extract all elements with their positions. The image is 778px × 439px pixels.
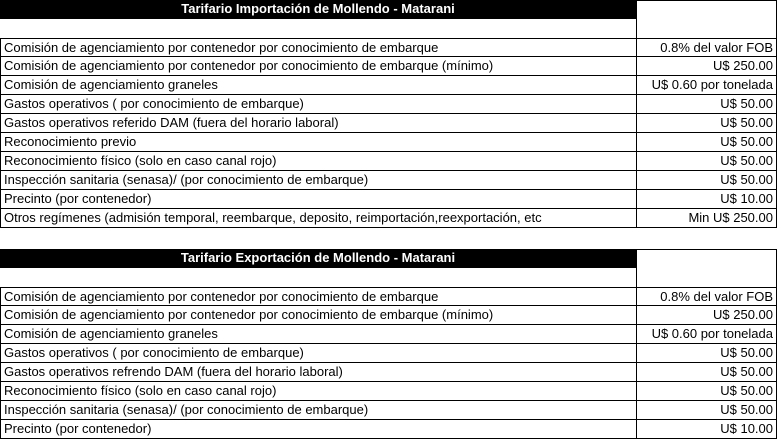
fee-label[interactable]: Comisión de agenciamiento por contenedor por conocimiento de embarque (mínimo) [0, 57, 636, 76]
table-row [0, 152, 778, 171]
fee-label[interactable]: Inspección sanitaria (senasa)/ (por conocimiento de embarque) [0, 171, 636, 190]
fee-value[interactable]: U$ 50.00 [636, 171, 777, 190]
table-row [0, 420, 778, 439]
export-title-empty-cell[interactable] [636, 249, 777, 268]
table-row [0, 190, 778, 209]
export-title[interactable]: Tarifario Exportación de Mollendo - Matarani [0, 249, 636, 268]
blank-cell[interactable] [0, 268, 636, 287]
table-row [0, 133, 778, 152]
fee-label[interactable]: Comisión de agenciamiento por contenedor por conocimiento de embarque (mínimo) [0, 306, 636, 325]
fee-value[interactable]: U$ 10.00 [636, 190, 777, 209]
table-row [0, 171, 778, 190]
fee-label[interactable]: Reconocimiento físico (solo en caso canal rojo) [0, 382, 636, 401]
section-gap [0, 228, 778, 249]
fee-label[interactable]: Reconocimiento previo [0, 133, 636, 152]
table-row [0, 95, 778, 114]
fee-value[interactable]: 0.8% del valor FOB [636, 38, 777, 57]
fee-value[interactable]: U$ 250.00 [636, 57, 777, 76]
table-row [0, 209, 778, 228]
fee-label[interactable]: Otros regímenes (admisión temporal, reembarque, deposito, reimportación,reexportación, etc [0, 209, 636, 228]
export-table [0, 287, 778, 439]
fee-label[interactable]: Gastos operativos ( por conocimiento de embarque) [0, 344, 636, 363]
import-blank-row [0, 19, 778, 38]
fee-label[interactable]: Gastos operativos referido DAM (fuera del horario laboral) [0, 114, 636, 133]
import-title-empty-cell[interactable] [636, 0, 777, 19]
fee-value[interactable]: Min U$ 250.00 [636, 209, 777, 228]
table-row [0, 344, 778, 363]
fee-value[interactable]: U$ 50.00 [636, 382, 777, 401]
table-row [0, 325, 778, 344]
fee-label[interactable]: Precinto (por contenedor) [0, 190, 636, 209]
fee-label[interactable]: Comisión de agenciamiento por contenedor por conocimiento de embarque [0, 38, 636, 57]
table-row [0, 38, 778, 57]
fee-value[interactable]: U$ 50.00 [636, 95, 777, 114]
fee-label[interactable]: Precinto (por contenedor) [0, 420, 636, 439]
blank-cell[interactable] [0, 19, 636, 38]
table-row [0, 114, 778, 133]
table-row [0, 401, 778, 420]
fee-label[interactable]: Comisión de agenciamiento por contenedor por conocimiento de embarque [0, 287, 636, 306]
export-blank-row [0, 268, 778, 287]
table-row [0, 382, 778, 401]
fee-value[interactable]: U$ 50.00 [636, 401, 777, 420]
fee-value[interactable]: U$ 0.60 por tonelada [636, 76, 777, 95]
fee-value[interactable]: U$ 50.00 [636, 344, 777, 363]
table-row [0, 363, 778, 382]
fee-label[interactable]: Gastos operativos refrendo DAM (fuera del horario laboral) [0, 363, 636, 382]
fee-value[interactable]: U$ 50.00 [636, 133, 777, 152]
fee-label[interactable]: Comisión de agenciamiento graneles [0, 76, 636, 95]
fee-value[interactable]: U$ 250.00 [636, 306, 777, 325]
fee-value[interactable]: U$ 50.00 [636, 114, 777, 133]
table-row [0, 306, 778, 325]
fee-value[interactable]: U$ 50.00 [636, 363, 777, 382]
import-table [0, 38, 778, 228]
table-row [0, 76, 778, 95]
import-title[interactable]: Tarifario Importación de Mollendo - Matarani [0, 0, 636, 19]
blank-cell[interactable] [636, 19, 777, 38]
fee-value[interactable]: 0.8% del valor FOB [636, 287, 777, 306]
table-row [0, 287, 778, 306]
fee-value[interactable]: U$ 0.60 por tonelada [636, 325, 777, 344]
blank-cell[interactable] [636, 268, 777, 287]
export-title-row [0, 249, 778, 268]
fee-label[interactable]: Reconocimiento físico (solo en caso canal rojo) [0, 152, 636, 171]
table-row [0, 57, 778, 76]
fee-value[interactable]: U$ 50.00 [636, 152, 777, 171]
fee-label[interactable]: Comisión de agenciamiento graneles [0, 325, 636, 344]
import-title-row [0, 0, 778, 19]
fee-label[interactable]: Gastos operativos ( por conocimiento de embarque) [0, 95, 636, 114]
fee-label[interactable]: Inspección sanitaria (senasa)/ (por conocimiento de embarque) [0, 401, 636, 420]
fee-value[interactable]: U$ 10.00 [636, 420, 777, 439]
